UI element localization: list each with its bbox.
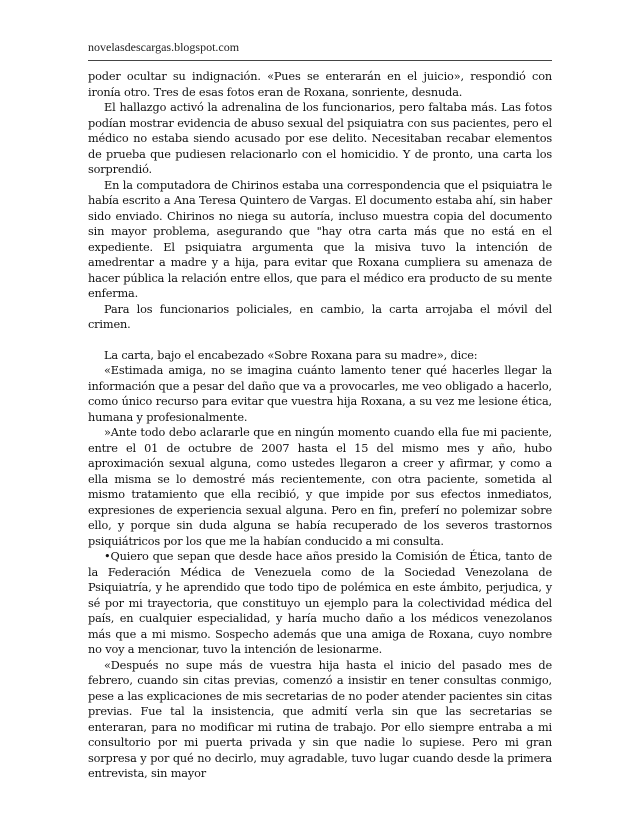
- paragraph: •Quiero que sepan que desde hace años presido la Comisión de Ética, tanto de la Federación Médica de Venezuela como de la Sociedad Venezolana de Psiquiatría, y he aprendido que todo tipo de polémica en este ámbito, perjudica, y sé por mi trayectoria, que constituyo un ejemplo para la colectividad médica del país, en cualquier especialidad, y haría mucho daño a los médicos venezolanos más que a mi mismo. Sospecho además que una amiga de Roxana, cuyo nombre no voy a mencionar, tuvo la intención de lesionarme.: [88, 550, 552, 656]
- paragraph: poder ocultar su indignación. «Pues se enterarán en el juicio», respondió con ironía otro. Tres de esas fotos eran de Roxana, sonriente, desnuda.: [88, 70, 552, 99]
- paragraph: Para los funcionarios policiales, en cambio, la carta arrojaba el móvil del crimen.: [88, 302, 552, 331]
- page-header-site: novelasdescargas.blogspot.com: [88, 40, 240, 54]
- paragraph: «Estimada amiga, no se imagina cuánto lamento tener qué hacerles llegar la información que a pesar del daño que va a provocarles, me veo obligado a hacerlo, como único recurso para evitar que vuestra hija Roxana, a su vez me lesione ética, humana y profesionalmente.: [88, 364, 552, 424]
- paragraph: En la computadora de Chirinos estaba una correspondencia que el psiquiatra le había escrito a Ana Teresa Quintero de Vargas. El documento estaba ahí, sin haber sido enviado. Chirinos no niega su autoría, incluso muestra copia del documento sin mayor problema, asegurando que "hay otra carta más que no está en el expediente. El psiquiatra argumenta que la misiva tuvo la intención de amedrentar a madre y a hija, para evitar que Roxana cumpliera su amenaza de hacer pública la relación entre ellos, que para el médico era producto de su mente enferma.: [88, 178, 552, 300]
- paragraph: »Ante todo debo aclararle que en ningún momento cuando ella fue mi paciente, entre el 01 de octubre de 2007 hasta el 15 del mismo mes y año, hubo aproximación sexual alguna, como ustedes llegaron a creer y afirmar, y como a ella misma se lo demostré más recientemente, con otra paciente, sometida al mismo tratamiento que ella recibió, y que impide por sus efectos inmediatos, expresiones de experiencia sexual alguna. Pero en fin, preferí no polemizar sobre ello, y porque sin duda alguna se había recuperado de los severos trastornos psiquiátricos por los que me la habían conducido a mi consulta.: [88, 426, 552, 548]
- paragraph: «Después no supe más de vuestra hija hasta el inicio del pasado mes de febrero, cuando sin citas previas, comenzó a insistir en tener consultas conmigo, pese a las explicaciones de mis secretarias de no poder atender pacientes sin citas previas. Fue tal la insistencia, que admití verla sin que las secretarias se enteraran, para no modificar mi rutina de trabajo. Por ello siempre entraba a mi consultorio por mi puerta privada y sin que nadie lo supiese. Pero mi gran sorpresa y por qué no decirlo, muy agradable, tuvo lugar cuando desde la primera entrevista, sin mayor: [88, 658, 552, 780]
- header-rule: [88, 60, 552, 61]
- paragraph: El hallazgo activó la adrenalina de los funcionarios, pero faltaba más. Las fotos podían mostrar evidencia de abuso sexual del psiquiatra con sus pacientes, pero el médico no estaba siendo acusado por ese delito. Necesitaban recabar elementos de prueba que pudiesen relacionarlo con el homicidio. Y de pronto, una carta los sorprendió.: [88, 101, 552, 176]
- document-body: [88, 69, 552, 782]
- paragraph: La carta, bajo el encabezado «Sobre Roxana para su madre», dice:: [104, 348, 478, 362]
